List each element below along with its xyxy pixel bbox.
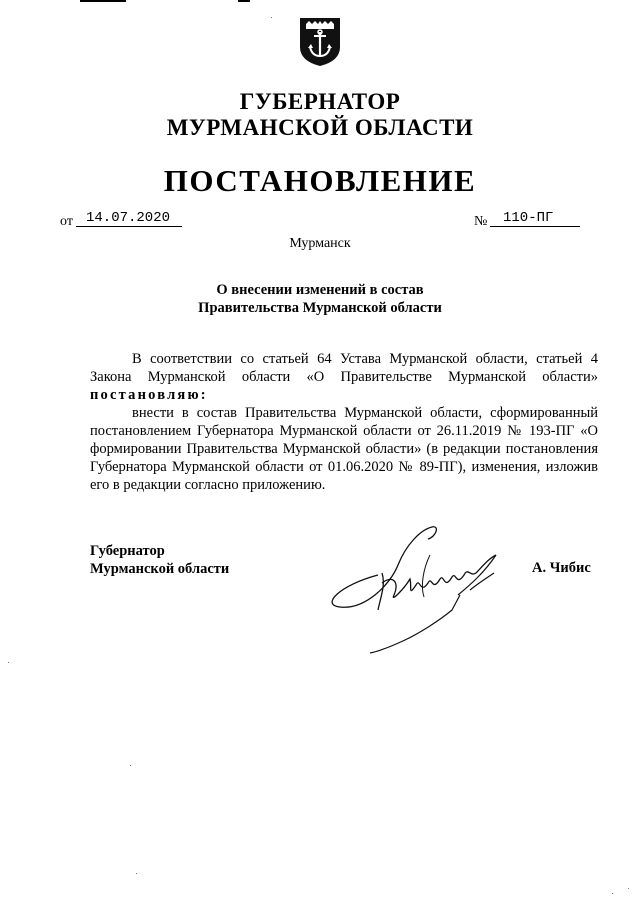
handwritten-signature-icon (320, 515, 515, 660)
date-underline (76, 226, 182, 227)
scan-speck (628, 888, 629, 889)
preamble-paragraph (90, 350, 598, 404)
date-prefix: от (60, 214, 73, 229)
subject-line2: Правительства Мурманской области (198, 300, 442, 316)
document-number: 110-ПГ (503, 210, 554, 226)
scan-mark (80, 0, 126, 2)
scan-speck (612, 893, 613, 894)
document-subject (0, 281, 640, 317)
signatory-name: А. Чибис (532, 560, 591, 576)
murmansk-coat-of-arms-icon (299, 17, 341, 67)
scan-speck (130, 765, 131, 766)
signatory-position-line1: Губернатор (90, 543, 165, 559)
authority-name-line2: МУРМАНСКОЙ ОБЛАСТИ (166, 115, 474, 140)
signatory-position (90, 542, 229, 578)
scan-speck (8, 662, 9, 663)
resolution-word: постановляю: (90, 387, 208, 403)
authority-name-line1: ГУБЕРНАТОР (239, 89, 401, 114)
city-name: Мурманск (289, 236, 351, 251)
document-type-title: ПОСТАНОВЛЕНИЕ (163, 163, 477, 198)
resolution-paragraph: внести в состав Правительства Мурманской области, сформированный постановлением Губернатора Мурманской области от 26.11.2019 № 193-ПГ «О формировании Правительства Мурманской области» (в редакции постановления Губернатора Мурманской области от 01.06.2020 № 89-ПГ), изменения, изложив его в редакции согласно приложению. (90, 405, 598, 493)
scan-speck (271, 17, 272, 18)
subject-line1: О внесении изменений в состав (216, 282, 424, 298)
scan-mark (238, 0, 250, 2)
number-underline (490, 226, 580, 227)
preamble-text: В соответствии со статьей 64 Устава Мурманской области, статьей 4 Закона Мурманской области «О Правительстве Мурманской области» (90, 351, 598, 385)
number-prefix: № (474, 214, 488, 229)
scan-speck (136, 873, 137, 874)
document-date: 14.07.2020 (86, 210, 171, 226)
signatory-position-line2: Мурманской области (90, 561, 230, 577)
